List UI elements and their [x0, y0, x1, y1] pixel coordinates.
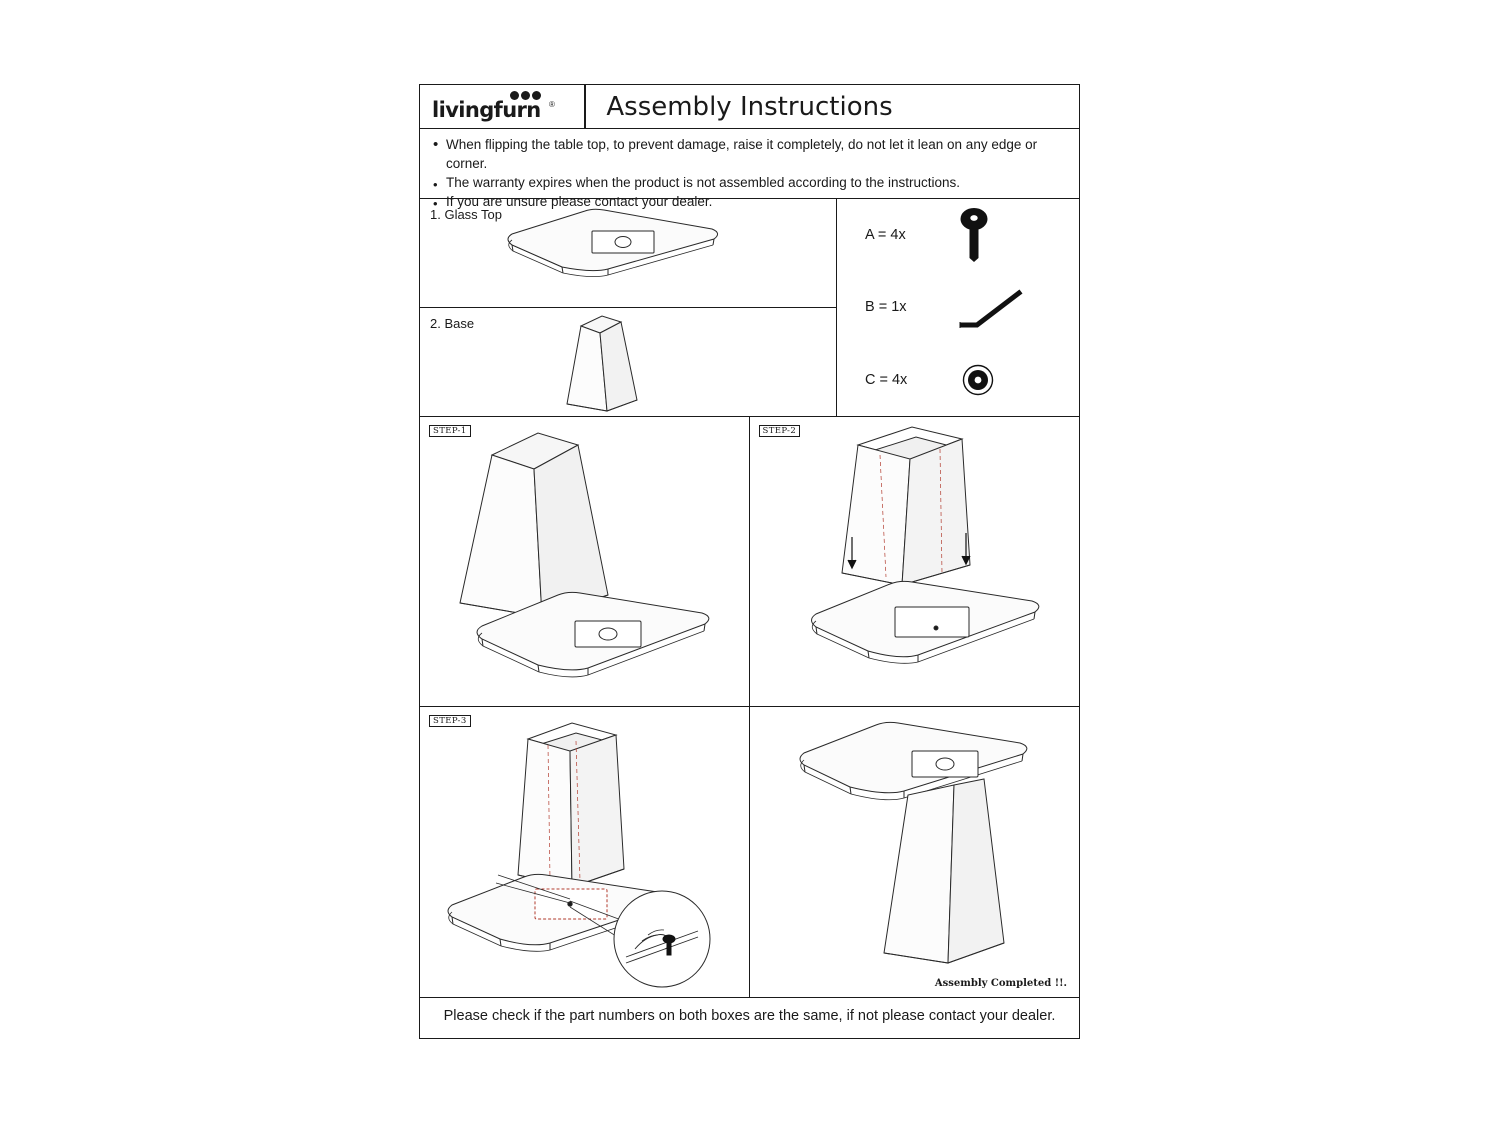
step-1-cell — [420, 417, 750, 706]
part-label: 1. Glass Top — [430, 207, 503, 222]
sheet-header — [420, 85, 1079, 129]
assembly-steps — [420, 417, 1079, 997]
part-base — [420, 308, 836, 417]
step-3-illustration — [430, 717, 740, 989]
brand-name: livingfurn — [432, 98, 541, 122]
step-1-tag: STEP-1 — [429, 425, 471, 437]
note-item — [432, 135, 1069, 173]
bullet-icon: • — [433, 177, 438, 192]
sheet-footer — [420, 997, 1079, 1038]
note-text: When flipping the table top, to prevent damage, raise it completely, do not let it lean on any edge or corner. — [446, 137, 1038, 171]
step-2-illustration — [790, 425, 1090, 705]
hardware-row-c — [837, 344, 1079, 416]
step-3-tag: STEP-3 — [429, 715, 471, 727]
step-1-illustration — [430, 425, 740, 705]
bullet-icon: • — [433, 196, 438, 211]
step-2-tag: STEP-2 — [759, 425, 801, 437]
parts-list — [420, 199, 837, 416]
steps-row-2 — [420, 707, 1079, 997]
part-glass-top — [420, 199, 836, 308]
warning-notes — [420, 129, 1079, 211]
hardware-label: B = 1x — [865, 299, 907, 316]
brand-registered-mark: ® — [549, 100, 555, 109]
washer-icon — [957, 359, 999, 401]
note-text: The warranty expires when the product is not assembled according to the instructions. — [446, 175, 961, 190]
parts-and-hardware — [420, 199, 1079, 417]
instruction-sheet — [419, 84, 1080, 1039]
hardware-label: C = 4x — [865, 371, 908, 388]
note-item — [432, 173, 1069, 192]
step-2-cell — [750, 417, 1080, 706]
assembly-completed-caption: Assembly Completed !!. — [934, 978, 1067, 989]
step-3-cell — [420, 707, 750, 997]
hardware-row-a — [837, 199, 1079, 271]
page-title: Assembly Instructions — [606, 92, 893, 122]
part-label: 2. Base — [430, 315, 475, 331]
bullet-icon: • — [433, 136, 439, 153]
hardware-label: A = 4x — [865, 227, 906, 244]
footer-text: Please check if the part numbers on both boxes are the same, if not please contact your dealer. — [443, 1008, 1056, 1024]
steps-row-1 — [420, 417, 1079, 707]
step-4-cell — [750, 707, 1080, 997]
note-text: If you are unsure please contact your dealer. — [446, 194, 713, 209]
hardware-row-b — [837, 271, 1079, 343]
finished-table-illustration — [788, 717, 1088, 979]
bolt-icon — [957, 207, 991, 263]
base-illustration — [545, 312, 665, 414]
hardware-list — [837, 199, 1079, 416]
allen-key-icon — [957, 283, 1027, 331]
glass-top-illustration — [500, 205, 730, 295]
